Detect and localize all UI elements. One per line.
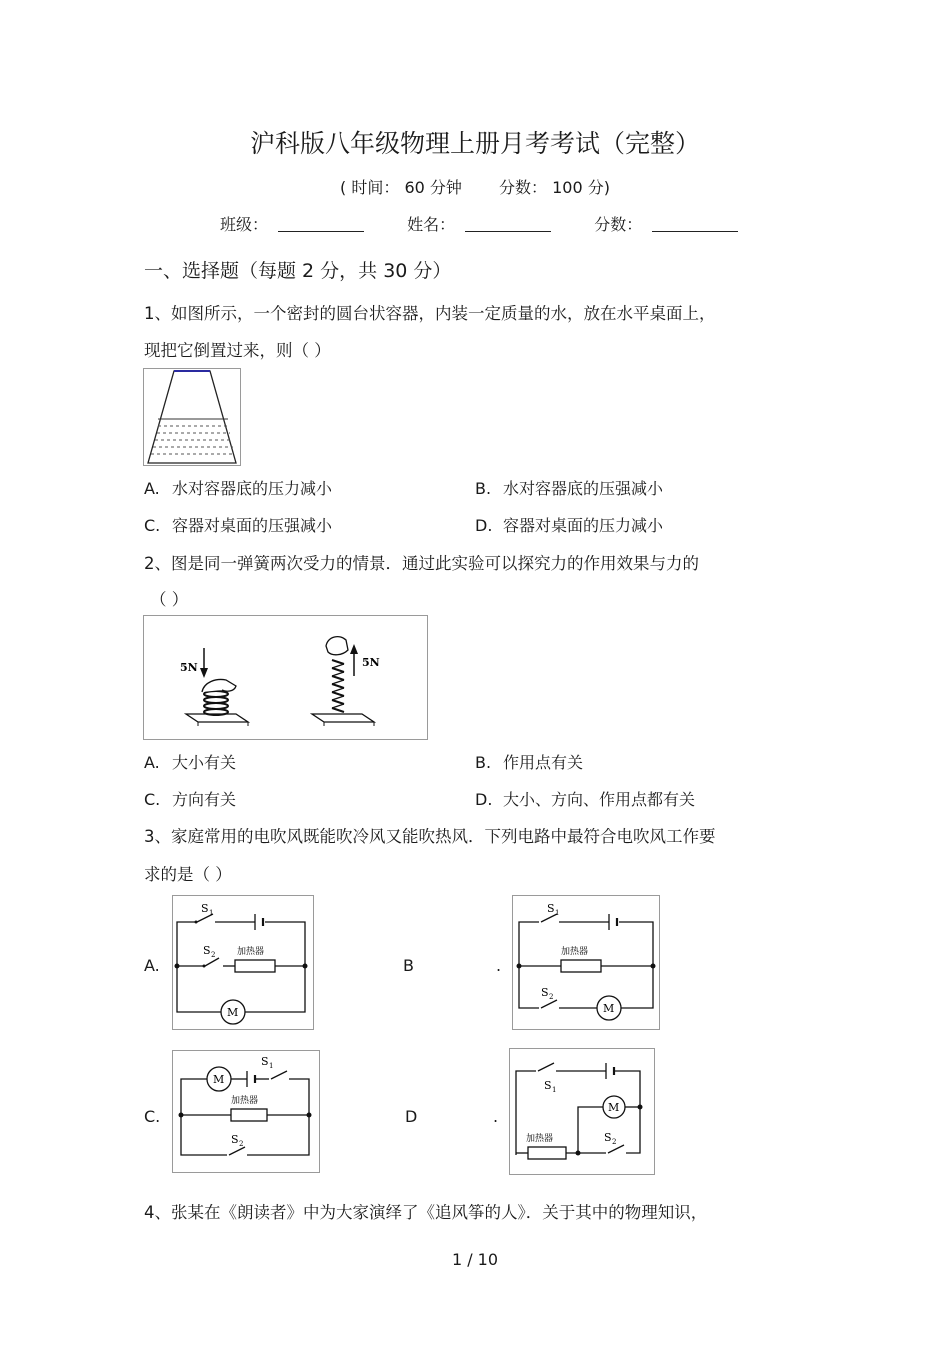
name-field bbox=[407, 212, 551, 235]
svg-text:S: S bbox=[203, 944, 211, 957]
option-key: B. bbox=[475, 753, 492, 772]
name-label: 姓名： bbox=[407, 215, 456, 234]
svg-text:加热器: 加热器 bbox=[231, 1096, 259, 1106]
svg-text:加热器: 加热器 bbox=[526, 1134, 554, 1144]
q2-option-d[interactable] bbox=[475, 787, 695, 810]
svg-text:M: M bbox=[227, 1006, 239, 1019]
svg-text:S: S bbox=[604, 1131, 612, 1144]
option-key: D. bbox=[475, 516, 493, 535]
svg-text:S: S bbox=[261, 1055, 269, 1068]
option-text: 水对容器底的压力减小 bbox=[172, 479, 333, 498]
q3-label-d[interactable]: D bbox=[405, 1107, 418, 1126]
class-field bbox=[220, 212, 364, 235]
force-label-right: 5N bbox=[362, 656, 380, 669]
svg-text:加热器: 加热器 bbox=[561, 947, 589, 957]
option-key: D. bbox=[475, 790, 493, 809]
force-label-left: 5N bbox=[180, 661, 198, 674]
option-text: 作用点有关 bbox=[503, 753, 584, 772]
q2-line1: 2、图是同一弹簧两次受力的情景．通过此实验可以探究力的作用效果与力的 bbox=[144, 554, 699, 573]
circuit-d[interactable] bbox=[509, 1048, 655, 1175]
svg-text:1: 1 bbox=[269, 1062, 274, 1070]
option-text: 大小、方向、作用点都有关 bbox=[503, 790, 696, 809]
q3-label-b[interactable]: B bbox=[403, 956, 414, 975]
exam-total-score: 分数： 100 分) bbox=[499, 178, 610, 197]
page-title: 沪科版八年级物理上册月考考试（完整） bbox=[249, 129, 700, 158]
option-key: C. bbox=[144, 790, 161, 809]
q3-label-d-dot: . bbox=[493, 1107, 499, 1126]
option-text: 水对容器底的压强减小 bbox=[503, 479, 664, 498]
score-field bbox=[594, 212, 738, 235]
exam-info bbox=[0, 175, 950, 198]
svg-text:S: S bbox=[541, 986, 549, 999]
svg-text:S: S bbox=[201, 902, 209, 915]
class-label: 班级： bbox=[220, 215, 269, 234]
q1-option-b[interactable] bbox=[475, 476, 663, 499]
q1-option-c[interactable] bbox=[144, 513, 332, 536]
svg-text:2: 2 bbox=[549, 993, 554, 1001]
q1-option-d[interactable] bbox=[475, 513, 663, 536]
section-heading: 一、选择题（每题 2 分，共 30 分） bbox=[144, 260, 452, 282]
svg-text:S: S bbox=[544, 1079, 552, 1092]
option-text: 容器对桌面的压力减小 bbox=[503, 516, 664, 535]
q1-line1: 1、如图所示，一个密封的圆台状容器，内装一定质量的水，放在水平桌面上， bbox=[144, 304, 716, 323]
q3-label-c[interactable]: C. bbox=[144, 1107, 161, 1126]
svg-text:M: M bbox=[608, 1101, 620, 1114]
score-label: 分数： bbox=[594, 215, 643, 234]
q2-option-c[interactable] bbox=[144, 787, 236, 810]
class-blank bbox=[278, 215, 364, 232]
svg-text:2: 2 bbox=[211, 951, 216, 959]
svg-text:加热器: 加热器 bbox=[237, 947, 265, 957]
q3-line1: 3、家庭常用的电吹风既能吹冷风又能吹热风．下列电路中最符合电吹风工作要 bbox=[144, 827, 716, 846]
exam-time: ( 时间： 60 分钟 bbox=[340, 178, 462, 197]
q2-option-a[interactable] bbox=[144, 750, 236, 773]
q3-line2: 求的是（ ） bbox=[144, 865, 232, 884]
q3-label-b-dot: . bbox=[496, 956, 502, 975]
option-key: C. bbox=[144, 516, 161, 535]
option-key: A. bbox=[144, 479, 160, 498]
option-key: B. bbox=[475, 479, 492, 498]
q2-spring-figure bbox=[143, 615, 428, 740]
student-fields bbox=[220, 212, 776, 235]
name-blank bbox=[465, 215, 551, 232]
q1-option-a[interactable] bbox=[144, 476, 332, 499]
circuit-a[interactable] bbox=[172, 895, 314, 1030]
q3-label-a[interactable]: A. bbox=[144, 956, 160, 975]
circuit-b[interactable] bbox=[512, 895, 660, 1030]
svg-text:2: 2 bbox=[612, 1138, 617, 1146]
svg-text:M: M bbox=[213, 1073, 225, 1086]
q1-line2: 现把它倒置过来，则（ ） bbox=[144, 341, 331, 360]
score-blank bbox=[652, 215, 738, 232]
svg-text:M: M bbox=[603, 1002, 615, 1015]
option-text: 大小有关 bbox=[172, 753, 237, 772]
svg-text:1: 1 bbox=[552, 1086, 557, 1094]
option-text: 方向有关 bbox=[172, 790, 237, 809]
svg-text:1: 1 bbox=[209, 909, 214, 917]
q4-line1: 4、张某在《朗读者》中为大家演绎了《追风筝的人》．关于其中的物理知识， bbox=[144, 1203, 708, 1222]
q2-option-b[interactable] bbox=[475, 750, 583, 773]
svg-text:2: 2 bbox=[239, 1140, 244, 1148]
svg-text:S: S bbox=[547, 902, 555, 915]
circuit-c[interactable] bbox=[172, 1050, 320, 1173]
q2-line2: （ ） bbox=[150, 590, 189, 609]
page-number: 1 / 10 bbox=[451, 1250, 499, 1269]
q1-container-figure bbox=[143, 368, 241, 466]
option-key: A. bbox=[144, 753, 160, 772]
svg-text:1: 1 bbox=[555, 909, 560, 917]
svg-text:S: S bbox=[231, 1133, 239, 1146]
option-text: 容器对桌面的压强减小 bbox=[172, 516, 333, 535]
